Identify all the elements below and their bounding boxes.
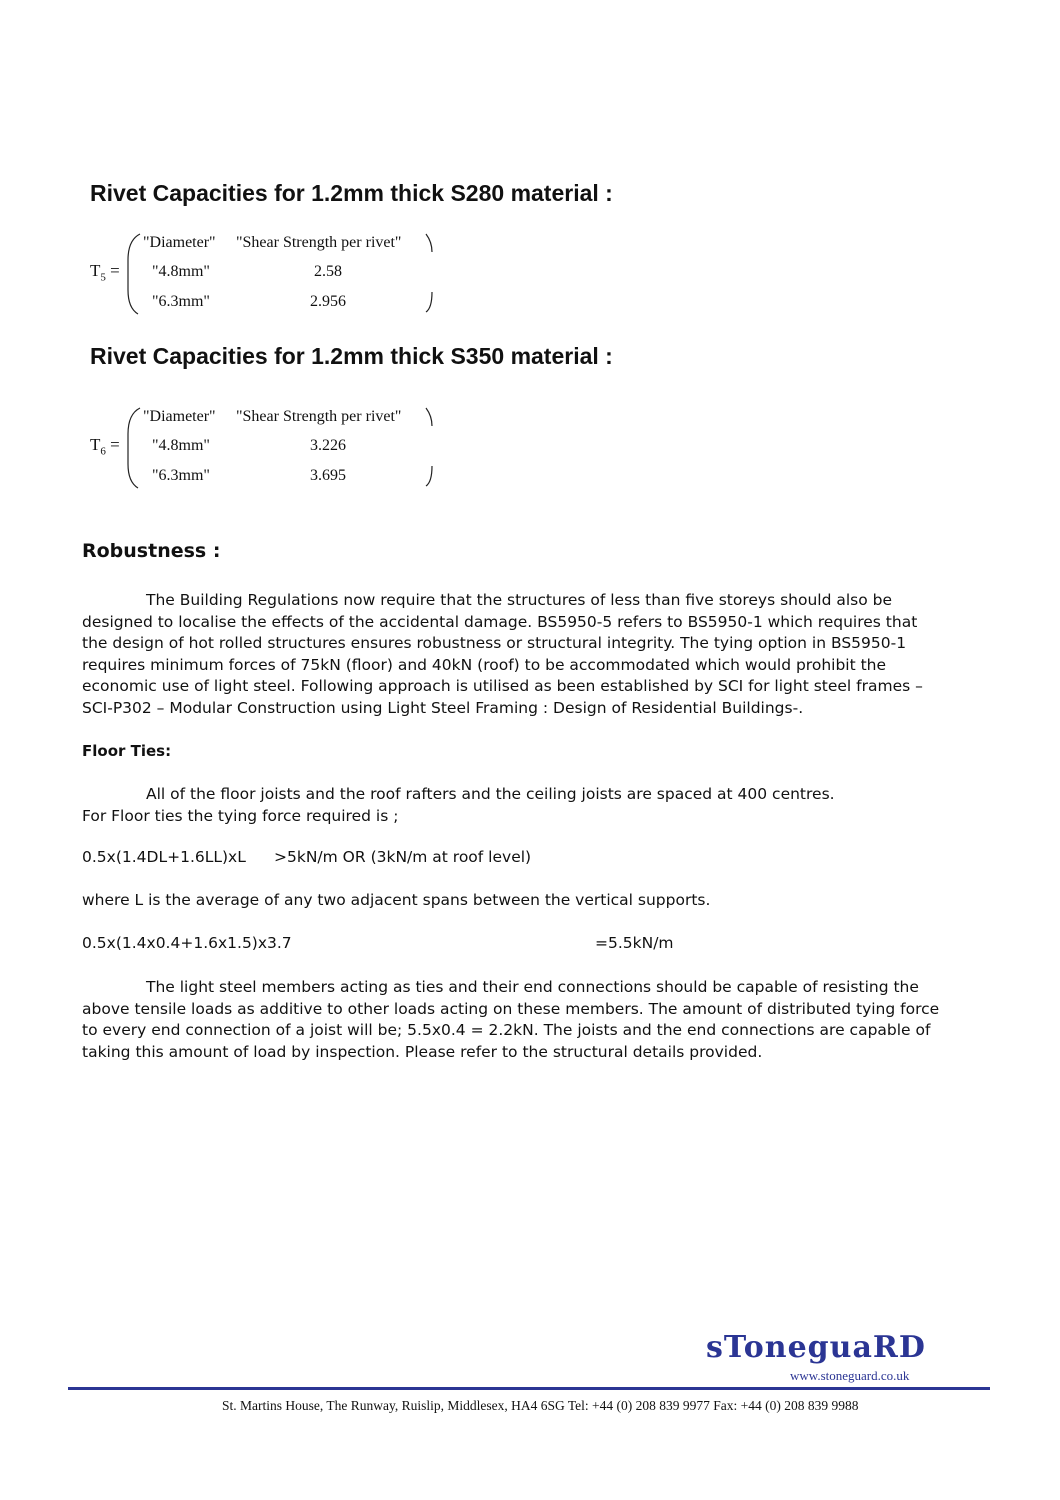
website-text: www.stoneguard.co.uk xyxy=(790,1368,910,1383)
formula-left: 0.5x(1.4DL+1.6LL)xL xyxy=(82,848,246,866)
matrix-cell: "6.3mm" xyxy=(152,467,210,484)
matrix-label: $T_6$ = xyxy=(90,435,120,458)
matrix-cell: 2.58 xyxy=(314,263,342,280)
heading-rivet-s280: Rivet Capacities for 1.2mm thick S280 material : xyxy=(90,180,613,206)
heading-rivet-s350: Rivet Capacities for 1.2mm thick S350 material : xyxy=(90,343,613,369)
heading-robustness: Robustness : xyxy=(82,540,221,562)
matrix-cell: "4.8mm" xyxy=(152,263,210,280)
matrix-label: $T_5$ = xyxy=(90,261,120,284)
matrix-cell: "4.8mm" xyxy=(152,437,210,454)
matrix-t5 xyxy=(90,230,450,316)
footer-address: St. Martins House, The Runway, Ruislip, Middlesex, HA4 6SG Tel: +44 (0) 208 839 9977 Fax: +44 (0) 208 839 9988 xyxy=(222,1398,859,1413)
stoneguard-logo: sToneguaRD xyxy=(706,1330,926,1365)
footer-divider xyxy=(68,1387,990,1390)
matrix-cell: 3.226 xyxy=(310,437,346,454)
matrix-cell: "Shear Strength per rivet" xyxy=(236,234,402,251)
matrix-cell: "Diameter" xyxy=(143,408,216,425)
matrix-cell: "Diameter" xyxy=(143,234,216,251)
matrix-cell: 2.956 xyxy=(310,293,346,310)
floor-ties-intro: All of the floor joists and the roof rafters and the ceiling joists are spaced at 400 centres. For Floor ties the tying force required is ; xyxy=(82,785,835,825)
matrix-cell: "6.3mm" xyxy=(152,293,210,310)
matrix-t6 xyxy=(90,404,450,490)
matrix-cell: 3.695 xyxy=(310,467,346,484)
where-text: where L is the average of any two adjacent spans between the vertical supports. xyxy=(82,891,711,909)
heading-floor-ties: Floor Ties: xyxy=(82,742,172,760)
robustness-paragraph: The Building Regulations now require that the structures of less than five storeys should also be designed to localise the effects of the accidental damage. BS5950-5 refers to BS5950-1 which requires that the design of hot rolled structures ensures robustness or structural integrity. The tying option in BS5950-1 requires minimum forces of 75kN (floor) and 40kN (roof) to be accommodated which would prohibit the economic use of light steel. Following approach is utilised as been established by SCI for light steel frames – SCI-P302 – Modular Construction using Light Steel Framing : Design of Residential Buildings-. xyxy=(82,591,923,717)
calc-left: 0.5x(1.4x0.4+1.6x1.5)x3.7 xyxy=(82,934,292,952)
floor-ties-paragraph: The light steel members acting as ties and their end connections should be capable of resisting the above tensile loads as additive to other loads acting on these members. The amount of distributed tying force to every end connection of a joist will be; 5.5x0.4 = 2.2kN. The joists and the end connections are capable of taking this amount of load by inspection. Please refer to the structural details provided. xyxy=(82,978,940,1061)
formula-right: >5kN/m OR (3kN/m at roof level) xyxy=(274,848,532,866)
matrix-cell: "Shear Strength per rivet" xyxy=(236,408,402,425)
calc-right: =5.5kN/m xyxy=(595,934,674,952)
